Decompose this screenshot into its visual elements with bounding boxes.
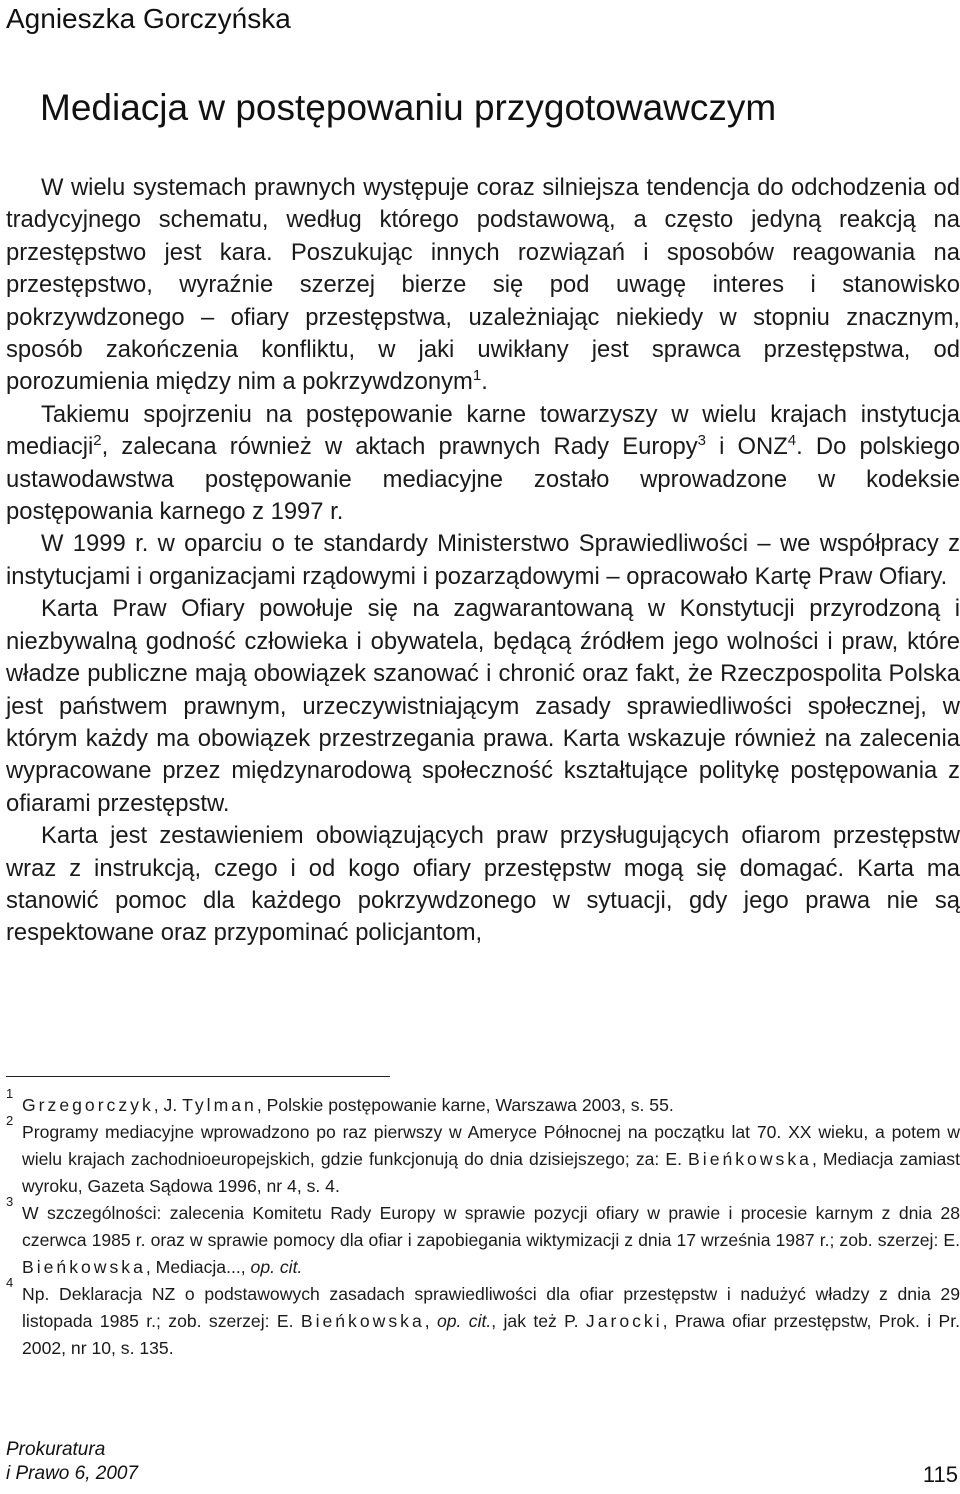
paragraph-text: W wielu systemach prawnych występuje coraz silniejsza tendencja do odchodzenia od tradycyjnego schematu, według którego podstawową, a często jedyną reakcją na przestępstwo jest kara. Poszukując innych rozwiązań i sposobów reagowania na przestępstwo, wyraźnie szerzej bierze się pod uwagę interes i stanowisko pokrzywdzonego – ofiary przestępstwa, uzależniając niekiedy w stopniu znacznym, sposób zakończenia konfliktu, w jaki uwikłany jest sprawca przestępstwa, od porozumienia między nim a pokrzywdzonym — [6, 174, 960, 396]
journal-line: Prokuratura — [6, 1439, 106, 1460]
footnote-text: , jak też P. — [491, 1311, 586, 1331]
cited-author: Bieńkowska — [300, 1311, 425, 1331]
cited-author: Bieńkowska — [688, 1149, 812, 1169]
paragraph — [6, 399, 960, 529]
footnote-ref[interactable]: 1 — [472, 367, 482, 385]
footnote-ref[interactable]: 2 — [93, 432, 102, 450]
footnote-text: , J. — [153, 1095, 183, 1115]
cited-author: Tylman — [182, 1095, 257, 1115]
footnote-text: Np. Deklaracja NZ o podstawowych zasadach sprawiedliwości dla ofiar przestępstw i nadużyć władzy z dnia 29 listopada 1985 r.; zob. szerzej: E. — [22, 1284, 960, 1331]
footnote-text: , Mediacja zamiast wyroku, Gazeta Sądowa 1996, nr 4, s. 4. — [22, 1149, 960, 1196]
footnote — [6, 1194, 960, 1281]
footnote-divider — [6, 1076, 390, 1077]
footnote-number: 1 — [6, 1086, 14, 1101]
footnote — [6, 1275, 960, 1362]
paragraph-text: Karta Praw Ofiary powołuje się na zagwarantowaną w Konstytucji przyrodzoną i niezbywalną godność człowieka i obywatela, będącą źródłem jego wolności i praw, które władze publiczne mają obowiązek szanować i chronić oraz fakt, że Rzeczpospolita Polska jest państwem prawnym, urzeczywistniającym zasady sprawiedliwości społecznej, w którym każdy ma obowiązek przestrzegania prawa. Karta wskazuje również na zalecenia wypracowane przez międzynarodową społeczność kształtujące politykę postępowania z ofiarami przestępstw. — [6, 595, 960, 817]
footnote-text: , Polskie postępowanie karne, Warszawa 2003, s. 55. — [256, 1095, 674, 1115]
footnote-text: , Mediacja..., — [145, 1257, 251, 1277]
article-title: Mediacja w postępowaniu przygotowawczym — [40, 87, 777, 128]
paragraph — [6, 172, 960, 399]
footnote-text: Programy mediacyjne wprowadzono po raz pierwszy w Ameryce Północnej na początku lat 70. XX wieku, a potem w wielu krajach zachodnioeuropejskich, gdzie funkcjonują do dnia dzisiejszego; za: E. — [22, 1122, 960, 1169]
cited-author: Grzegorczyk — [22, 1095, 154, 1115]
footnote-italic: op. cit. — [250, 1257, 303, 1277]
footnote — [6, 1086, 960, 1119]
paragraph — [6, 528, 960, 593]
article-body — [6, 172, 960, 950]
footnote-number: 3 — [6, 1194, 14, 1209]
footnote — [6, 1113, 960, 1200]
paragraph-text: , zalecana również w aktach prawnych Rady Europy — [101, 433, 698, 461]
paragraph-text: i ONZ — [705, 433, 788, 461]
paragraph-text: Karta jest zestawieniem obowiązujących praw przysługujących ofiarom przestępstw wraz z instrukcją, czego i od kogo ofiary przestępstw mogą się domagać. Karta ma stanowić pomoc dla każdego pokrzywdzonego w sytuacji, gdy jego prawa nie są respektowane oraz przypominać policjantom, — [6, 822, 960, 947]
footnotes-section — [6, 1086, 960, 1362]
author-name: Agnieszka Gorczyńska — [6, 3, 291, 34]
footnote-text: , Prawa ofiar przestępstw, Prok. i Pr. 2002, nr 10, s. 135. — [22, 1311, 960, 1358]
journal-line: i Prawo 6, 2007 — [6, 1463, 139, 1484]
footnote-text: , — [424, 1311, 437, 1331]
footnote-ref[interactable]: 3 — [697, 432, 706, 450]
paragraph — [6, 820, 960, 950]
footnote-text: W szczególności: zalecenia Komitetu Rady Europy w sprawie pozycji ofiary w prawie i procesie karnym z dnia 28 czerwca 1985 r. oraz w sprawie pomocy dla ofiar i zapobiegania wiktymizacji z dnia 17 września 1987 r.; zob. szerzej: E. — [22, 1203, 960, 1250]
paragraph-text: W 1999 r. w oparciu o te standardy Ministerstwo Sprawiedliwości – we współpracy z instytucjami i organizacjami rządowymi i pozarządowymi – opracowało Kartę Praw Ofiary. — [6, 530, 960, 590]
paragraph-text: . — [481, 368, 488, 396]
footnote-italic: op. cit. — [436, 1311, 492, 1331]
journal-name — [6, 1438, 138, 1486]
footnote-number: 4 — [6, 1275, 14, 1290]
cited-author: Jarocki — [585, 1311, 663, 1331]
paragraph — [6, 593, 960, 820]
footnote-number: 2 — [6, 1113, 14, 1128]
page-number: 115 — [922, 1462, 958, 1487]
paragraph-text: . Do polskiego ustawodawstwa postępowanie mediacyjne zostało wprowadzone w kodeksie postępowania karnego z 1997 r. — [6, 433, 960, 526]
paragraph-text: Takiemu spojrzeniu na postępowanie karne towarzyszy w wielu krajach instytucja mediacji — [6, 400, 960, 461]
cited-author: Bieńkowska — [22, 1257, 146, 1277]
footnote-ref[interactable]: 4 — [787, 432, 797, 450]
